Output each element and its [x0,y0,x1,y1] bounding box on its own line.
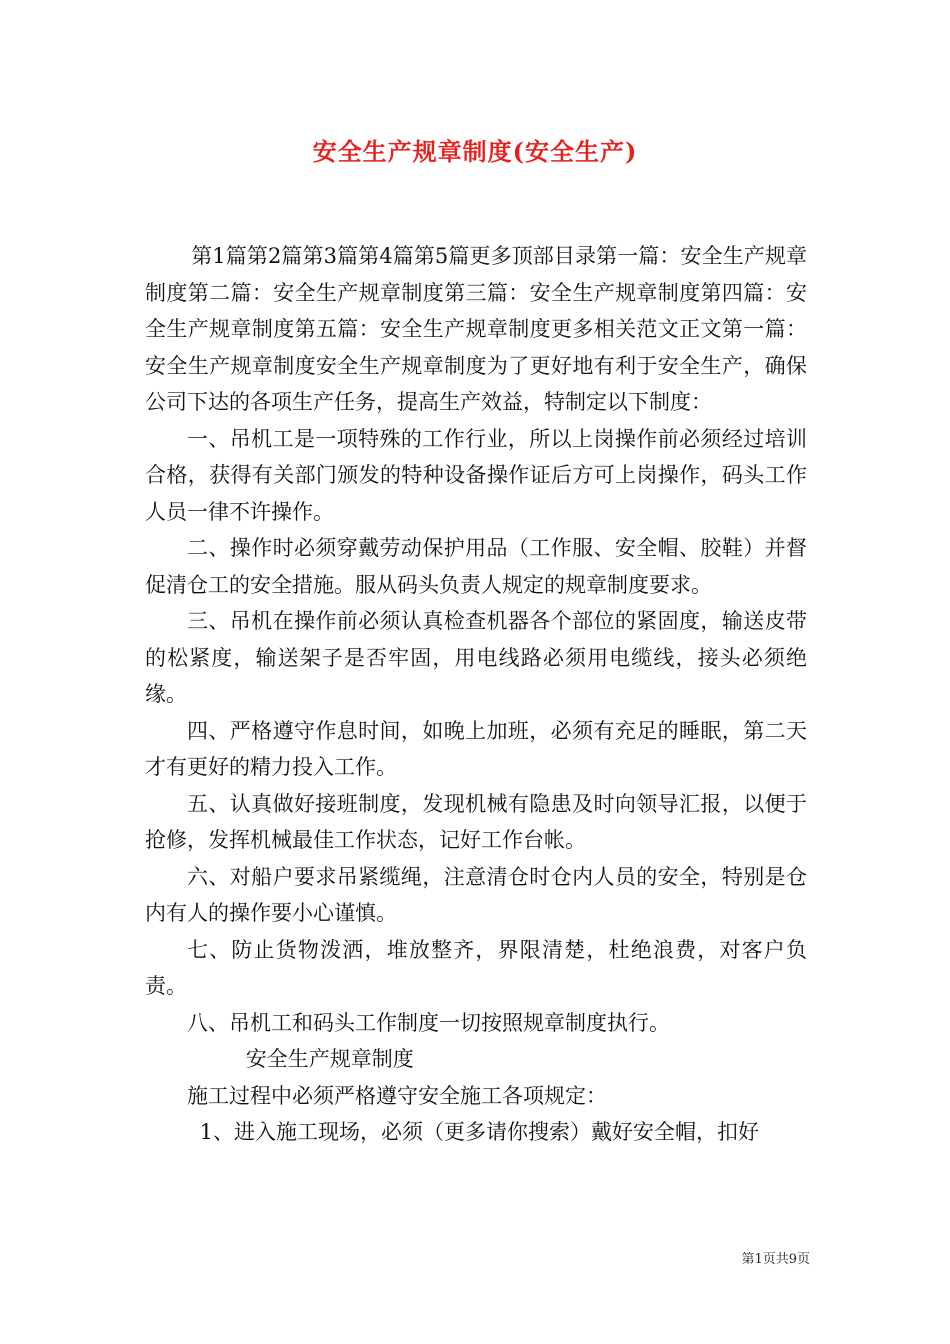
page-number: 第1页共9页 [741,1252,810,1267]
rule-paragraph-6: 六、对船户要求吊紧缆绳，注意清仓时仓内人员的安全，特别是仓内有人的操作要小心谨慎。 [145,864,807,925]
rule-paragraph-2: 二、操作时必须穿戴劳动保护用品（工作服、安全帽、胶鞋）并督促清仓工的安全措施。服从码头负责人规定的规章制度要求。 [145,536,807,597]
intro-paragraph: 第1篇第2篇第3篇第4篇第5篇更多顶部目录第一篇：安全生产规章制度第二篇：安全生产规章制度第三篇：安全生产规章制度第四篇：安全生产规章制度第五篇：安全生产规章制度更多相关范文正文第一篇：安全生产规章制度安全生产规章制度为了更好地有利于安全生产，确保公司下达的各项生产任务，提高生产效益，特制定以下制度： [145,244,807,414]
construction-rule-1: 1、进入施工现场，必须（更多请你搜索）戴好安全帽，扣好 [199,1120,759,1144]
rule-paragraph-7: 七、防止货物泼洒，堆放整齐，界限清楚，杜绝浪费，对客户负责。 [145,937,807,998]
rule-paragraph-5: 五、认真做好接班制度，发现机械有隐患及时向领导汇报，以便于抢修，发挥机械最佳工作状态，记好工作台帐。 [145,791,807,852]
rule-paragraph-3: 三、吊机在操作前必须认真检查机器各个部位的紧固度，输送皮带的松紧度，输送架子是否牢固，用电线路必须用电缆线，接头必须绝缘。 [145,609,807,706]
construction-intro-paragraph: 施工过程中必须严格遵守安全施工各项规定： [187,1083,607,1108]
document-body [145,238,807,1151]
document-title: 安全生产规章制度(安全生产) [312,137,638,166]
rule-paragraph-4: 四、严格遵守作息时间，如晚上加班，必须有充足的睡眠，第二天才有更好的精力投入工作。 [145,718,807,779]
rule-paragraph-8: 八、吊机工和码头工作制度一切按照规章制度执行。 [187,1010,670,1035]
section-heading: 安全生产规章制度 [245,1047,414,1071]
rule-paragraph-1: 一、吊机工是一项特殊的工作行业，所以上岗操作前必须经过培训合格，获得有关部门颁发的特种设备操作证后方可上岗操作，码头工作人员一律不许操作。 [145,426,807,524]
